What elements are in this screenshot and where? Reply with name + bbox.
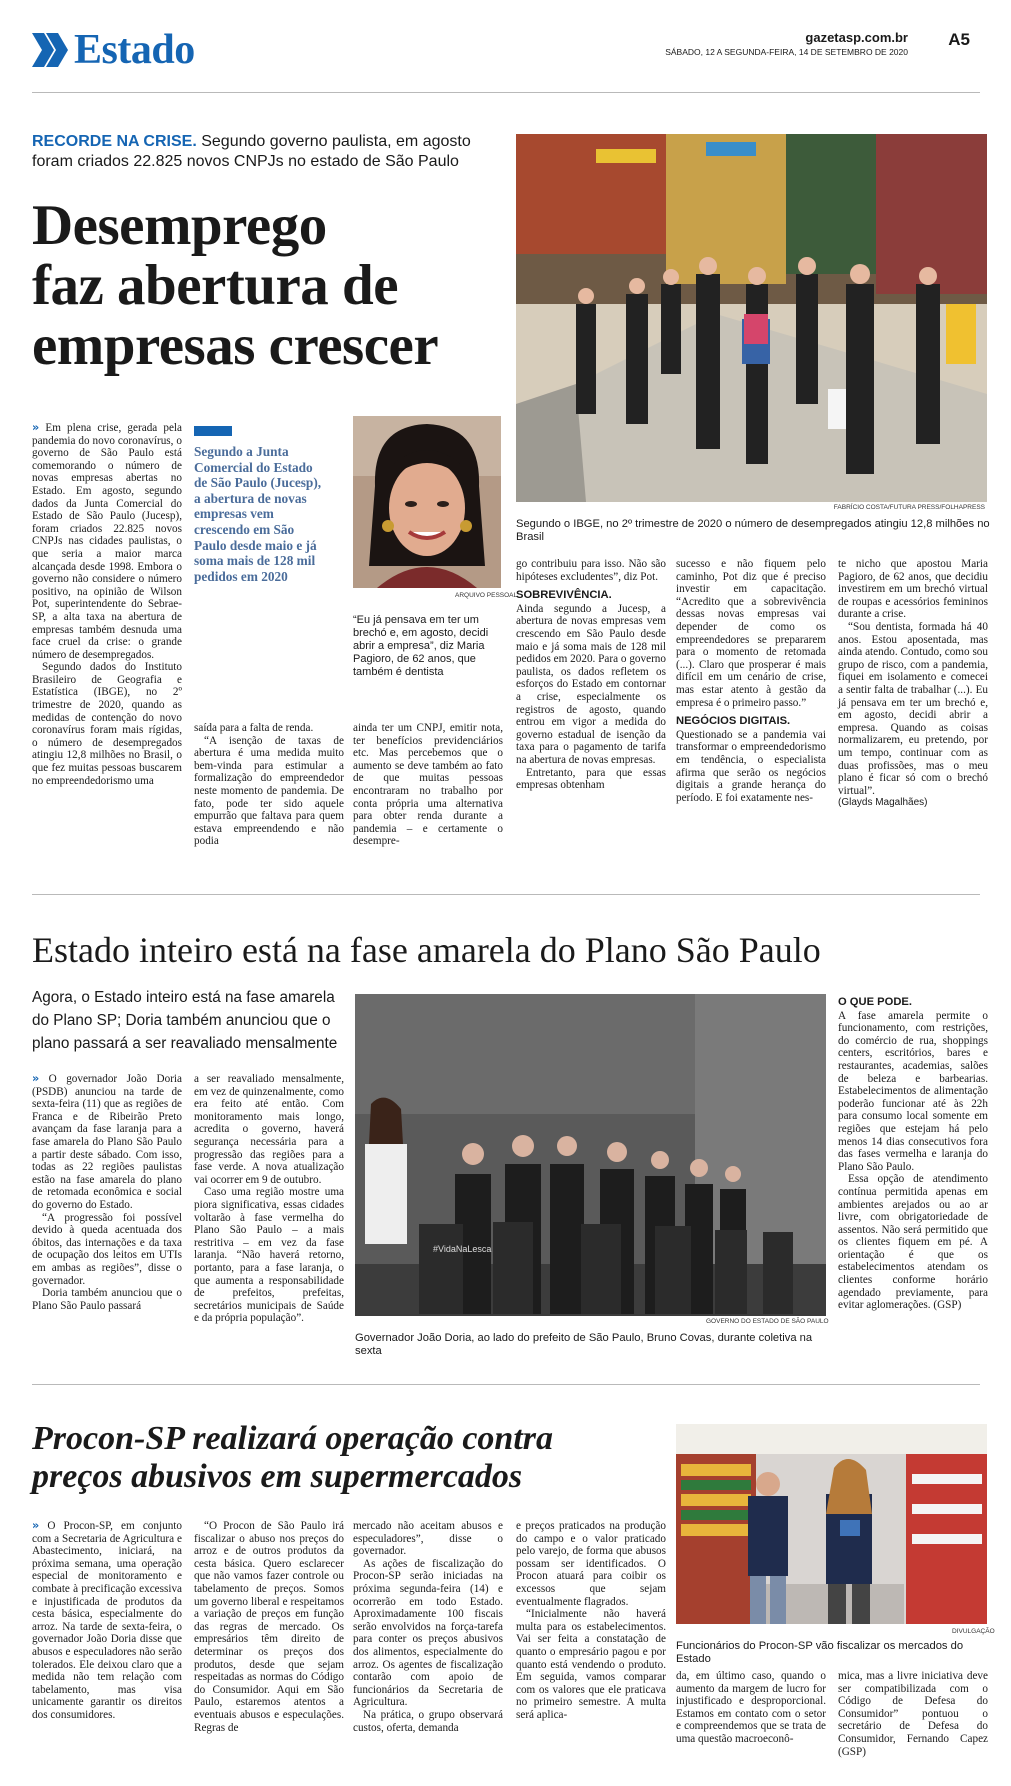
paragraph: Ainda segundo a Jucesp, a abertura de novas empresas vem crescendo em São Paulo desde maio e já soma mais de 128 mil pedidos em 2020. Para o governo paulista, os dados refletem os esforços do Estado em contornar a crise, especialmente os registros de agosto, quando entrou em vigor a medida do governo estadual de isenção da taxa para o pagamento de tarifa na abertura de novas empresas. <box>516 602 666 766</box>
subhead: SOBREVIVÊNCIA. <box>516 589 612 602</box>
byline: (Glayds Magalhães) <box>838 797 928 809</box>
portrait-photo <box>353 416 501 588</box>
headline-line: faz abertura de <box>32 254 399 317</box>
subhead: O QUE PODE. <box>838 996 912 1008</box>
street-scene-illustration <box>516 134 987 502</box>
page-number: A5 <box>948 30 970 49</box>
article2-deck: Agora, o Estado inteiro está na fase amarela do Plano SP; Doria também anunciou que o plano passará a ser reavaliado mensalmente <box>32 989 338 1052</box>
paragraph: “Sou dentista, formada há 40 anos. Estou aposentada, mas ainda atendo. Contudo, como sou grupo de risco, com a pandemia, fiquei em isolamento e comecei a sentir falta de trabalhar (...). Eu já pensava em ter um brechó e, em agosto, decidi abrir a empresa. Quando as coisas normalizarem, eu pretendo, por um tempo, continuar com as duas profissões, mas o meu plano é ficar só com o brechó virtual”. <box>838 620 988 797</box>
article1-column-4 <box>516 558 666 792</box>
paragraph: “O Procon de São Paulo irá fiscalizar o abuso nos preços do arroz e de outros produtos da cesta básica. Quero esclarecer que não vamos fazer controle ou tabelamento de preços. Somos um governo liberal e respeitamos a variação de preços em função das regras de mercado. Os empresários têm direito de determinar os preços dos produtos, desde que sejam respeitadas as normas do Código do Consumidor. Aqui em São Paulo, estaremos atentos a eventuais abusos e especulações. Regras de <box>194 1520 344 1734</box>
photo-caption: Segundo o IBGE, no 2º trimestre de 2020 o número de desempregados atingiu 12,8 milhões no Brasil <box>516 518 990 543</box>
page-header <box>32 26 980 76</box>
issue-date: SÁBADO, 12 A SEGUNDA-FEIRA, 14 DE SETEMBRO DE 2020 <box>665 47 908 57</box>
article-start-icon: » <box>32 1072 40 1085</box>
portrait-credit: ARQUIVO PESSOAL <box>455 592 518 599</box>
paragraph: te nicho que apostou Maria Pagioro, de 62 anos, que decidiu investirem em um brechó virtual de roupas e acessórios femininos durante a crise. <box>838 558 988 621</box>
portrait-illustration <box>353 416 501 588</box>
article3-headline <box>32 1420 652 1496</box>
supermarket-photo <box>676 1424 987 1624</box>
paragraph: mercado não aceitam abusos e especuladores”, disse o governador. <box>353 1520 503 1558</box>
header-rule <box>32 92 980 93</box>
paragraph: e preços praticados na produção do campo e o valor praticado pelo varejo, de forma que abusos possam ser identificados. O Procon atuará para coibir os excessos que sejam eventualmente flagrados. <box>516 1520 666 1608</box>
article-start-icon: » <box>32 1519 40 1532</box>
photo-credit: DIVULGAÇÃO <box>952 1628 995 1635</box>
double-chevron-icon <box>32 33 70 67</box>
article1-column-6 <box>838 558 988 810</box>
section-title: Estado <box>74 27 195 73</box>
headline-line: Desemprego <box>32 194 327 257</box>
paragraph: mica, mas a livre iniciativa deve ser compatibilizada com o Código de Defesa do Consumidor” pontuou o secretário de Defesa do Consumidor, Fernando Capez (GSP) <box>838 1670 988 1758</box>
paragraph: Caso uma região mostre uma piora significativa, essas cidades voltarão à fase vermelha do Plano São Paulo – a mais restritiva – em vez da fase laranja. “Não haverá retorno, portanto, para a fase laranja, o que aumenta a responsabilidade de prefeitos, prefeitas, secretários municipais de Saúde e da própria população”. <box>194 1186 344 1325</box>
paragraph: A fase amarela permite o funcionamento, com restrições, do comércio de rua, shoppings centers, escritórios, bares e restaurantes, academias, salões de beleza e barbearias. Estabelecimentos de alimentação poderão funcionar até às 22h para consumo local somente em regiões que estejam há pelo menos 14 dias consecutivos fora das fases vermelha e laranja do Plano São Paulo. <box>838 1009 988 1173</box>
article3-column-3 <box>353 1520 503 1734</box>
article1-headline <box>32 196 532 376</box>
article1-kicker <box>32 132 472 172</box>
article1-column-2 <box>194 722 344 848</box>
podium-text: #VidaNaLesca <box>433 1244 492 1254</box>
photo-caption: Funcionários do Procon-SP vão fiscalizar os mercados do Estado <box>676 1640 964 1665</box>
headline-line: preços abusivos em supermercados <box>32 1458 523 1495</box>
paragraph: da, em último caso, quando o aumento da margem de lucro for injustificado e desproporcional. Estamos em contato com o setor e compreendemos que se trata de uma questão macroeconô- <box>676 1670 826 1745</box>
article2-column-2 <box>194 1073 344 1325</box>
paragraph: saída para a falta de renda. <box>194 722 314 734</box>
site-url: gazetasp.com.br <box>805 30 908 45</box>
paragraph: Essa opção de atendimento contínua permitida apenas em ambientes arejados ou ao ar livre, com obrigatoriedade de assentos. Não será permitido que os clientes fiquem em pé. A orientação é que os estabelecimentos atendam os clientes conforme horário agendado previamente, para evitar aglomerações. (GSP) <box>838 1173 988 1312</box>
article1-column-5 <box>676 558 826 804</box>
article-start-icon: » <box>32 421 40 434</box>
paragraph: As ações de fiscalização do Procon-SP serão iniciadas na próxima segunda-feira (14) e ocorrerão em todo Estado. Aproximadamente 100 fiscais serão envolvidos na força-tarefa para conter os preços abusivos dos alimentos, especialmente do arroz. Os agentes de fiscalização contarão com apoio de funcionários da Secretaria de Agricultura. <box>353 1557 503 1709</box>
press-conference-photo <box>355 994 826 1316</box>
article3-column-6 <box>838 1670 988 1758</box>
article1-column-1 <box>32 422 182 787</box>
photo-caption: Governador João Doria, ao lado do prefeito de São Paulo, Bruno Covas, durante coletiva na sexta <box>355 1332 813 1357</box>
photo-credit: FABRÍCIO COSTA/FUTURA PRESS/FOLHAPRESS <box>833 504 985 511</box>
paragraph: Segundo dados do Instituto Brasileiro de Geografia e Estatística (IBGE), no 2º trimestre de 2020, quando as medidas de contenção do novo coronavírus foram mais rígidas, o número de desempregados atingiu 12,8 milhões no Brasil, o que fez muitas pessoas buscarem no empreendedorismo uma <box>32 661 182 787</box>
section-rule <box>32 1384 980 1385</box>
portrait-caption: “Eu já pensava em ter um brechó e, em agosto, decidi abrir a empresa”, diz Maria Pagioro, de 62 anos, que também é dentista <box>353 614 489 678</box>
paragraph: Questionado se a pandemia vai transformar o empreendedorismo em tendência, o especialista afirma que serão os negócios digitais a grande herança do período. E foi exatamente nes- <box>676 728 826 804</box>
supermarket-illustration <box>676 1424 987 1624</box>
article2-column-1 <box>32 1073 182 1312</box>
paragraph: a ser reavaliado mensalmente, em vez de quinzenalmente, como era feito até então. Com monitoramento mais longo, acredita o governo, haverá segurança necessária para a progressão das regiões para a fase verde. A nova atualização vai ocorrer em 9 de outubro. <box>194 1073 344 1186</box>
headline-line: empresas crescer <box>32 314 439 377</box>
paragraph: “A progressão foi possível devido à queda acentuada dos óbitos, das internações e da taxa de ocupação dos leitos em UTIs em ambas as regiões”, disse o governador. <box>32 1211 182 1287</box>
paragraph: Entretanto, para que essas empresas obtenham <box>516 766 666 792</box>
article3-column-2 <box>194 1520 344 1734</box>
article3-column-1 <box>32 1520 182 1722</box>
paragraph: O Procon-SP, em conjunto com a Secretaria de Agricultura e Abastecimento, iniciará, na próxima semana, uma operação especial de monitoramento e combate à precificação excessiva e injustificada de produtos da cesta básica, especialmente do arroz. Na tarde de sexta-feira, o governador João Doria disse que abusos e especuladores não serão tolerados. Ele deixou claro que a medida não tem relação com tabelamento, mas visa unicamente garantir os direitos dos consumidores. <box>32 1520 182 1721</box>
pullquote-marker <box>194 426 232 436</box>
street-crowd-photo <box>516 134 987 502</box>
press-conference-illustration <box>355 994 826 1316</box>
paragraph: “Inicialmente não haverá multa para os estabelecimentos. Vai ser feita a constatação de quanto o empresário pagou e por quanto está vendendo o produto. Em seguida, vamos comparar com os valores que ele praticava no primeiro semestre. A multa será aplica- <box>516 1608 666 1721</box>
paragraph: ainda ter um CNPJ, emitir nota, ter benefícios previdenciários etc. Mas percebemos que o aumento se deve também ao fato de que muitas pessoas encontraram no trabalho por conta própria uma alternativa para obter renda durante a pandemia – e certamente o desempre- <box>353 722 503 848</box>
paragraph: Doria também anunciou que o Plano São Paulo passará <box>32 1287 182 1312</box>
paragraph: go contribuiu para isso. Não são hipóteses excludentes”, diz Pot. <box>516 558 666 583</box>
article2-sidebar <box>838 996 988 1312</box>
paragraph: “A isenção de taxas de abertura é uma medida muito bem-vinda para estimular a formalização do empreendedor neste momento de pandemia. De fato, pode ter sido aquele empurrão que faltava para quem estava empreendendo e não podia <box>194 734 344 848</box>
article3-column-4 <box>516 1520 666 1722</box>
article3-column-5 <box>676 1670 826 1746</box>
paragraph: Em plena crise, gerada pela pandemia do novo coronavírus, o governo de São Paulo está comemorando o número de novas empresas abertas no Estado. Em agosto, segundo dados da Junta Comercial do Estado de São Paulo (Jucesp), foram criados 22.825 novos CNPJs nas cidades paulistas, o que seria a maior marca alcançada desde 1998. Embora o governo não considere o número positivo, na opinião de Wilson Pot, superintendente do Sebrae-SP, a alta taxa na abertura de empresas também desnuda uma face cruel da crise: o grande número de desempregados. <box>32 422 183 661</box>
photo-credit: GOVERNO DO ESTADO DE SÃO PAULO <box>706 1318 829 1325</box>
section-rule <box>32 894 980 895</box>
paragraph: sucesso e não fiquem pelo caminho, Pot diz que é preciso investir em capacitação. “Acredito que a sobrevivência dessas novas empresas vai depender de como os empreendedores se prepararem para o momento de retomada (...). Claro que prosperar é mais difícil em um cenário de crise, mas estar atento à gestão da empresa é o primeiro passo.” <box>676 558 826 709</box>
pullquote: Segundo a Junta Comercial do Estado de São Paulo (Jucesp), a abertura de novas empresas vem crescendo em São Paulo desde maio e já soma mais de 128 mil pedidos em 2020 <box>194 444 322 584</box>
subhead: NEGÓCIOS DIGITAIS. <box>676 715 791 728</box>
article2-headline: Estado inteiro está na fase amarela do Plano São Paulo <box>32 930 821 970</box>
paragraph: Na prática, o grupo observará custos, oferta, demanda <box>353 1708 503 1734</box>
kicker-label: RECORDE NA CRISE. <box>32 133 197 150</box>
headline-line: Procon-SP realizará operação contra <box>32 1420 554 1457</box>
paragraph: O governador João Doria (PSDB) anunciou na tarde de sexta-feira (11) que as regiões de Franca e de Ribeirão Preto avançam da fase laranja para a fase amarela do Plano São Paulo a partir deste sábado. Com isso, todas as 22 regiões paulistas estão na fase amarela do plano de retomada econômica e social do governo do Estado. <box>32 1073 182 1211</box>
kicker-text: Segundo governo paulista, em agosto foram criados 22.825 novos CNPJs no estado de São Paulo <box>32 133 471 170</box>
article1-column-3 <box>353 722 503 848</box>
